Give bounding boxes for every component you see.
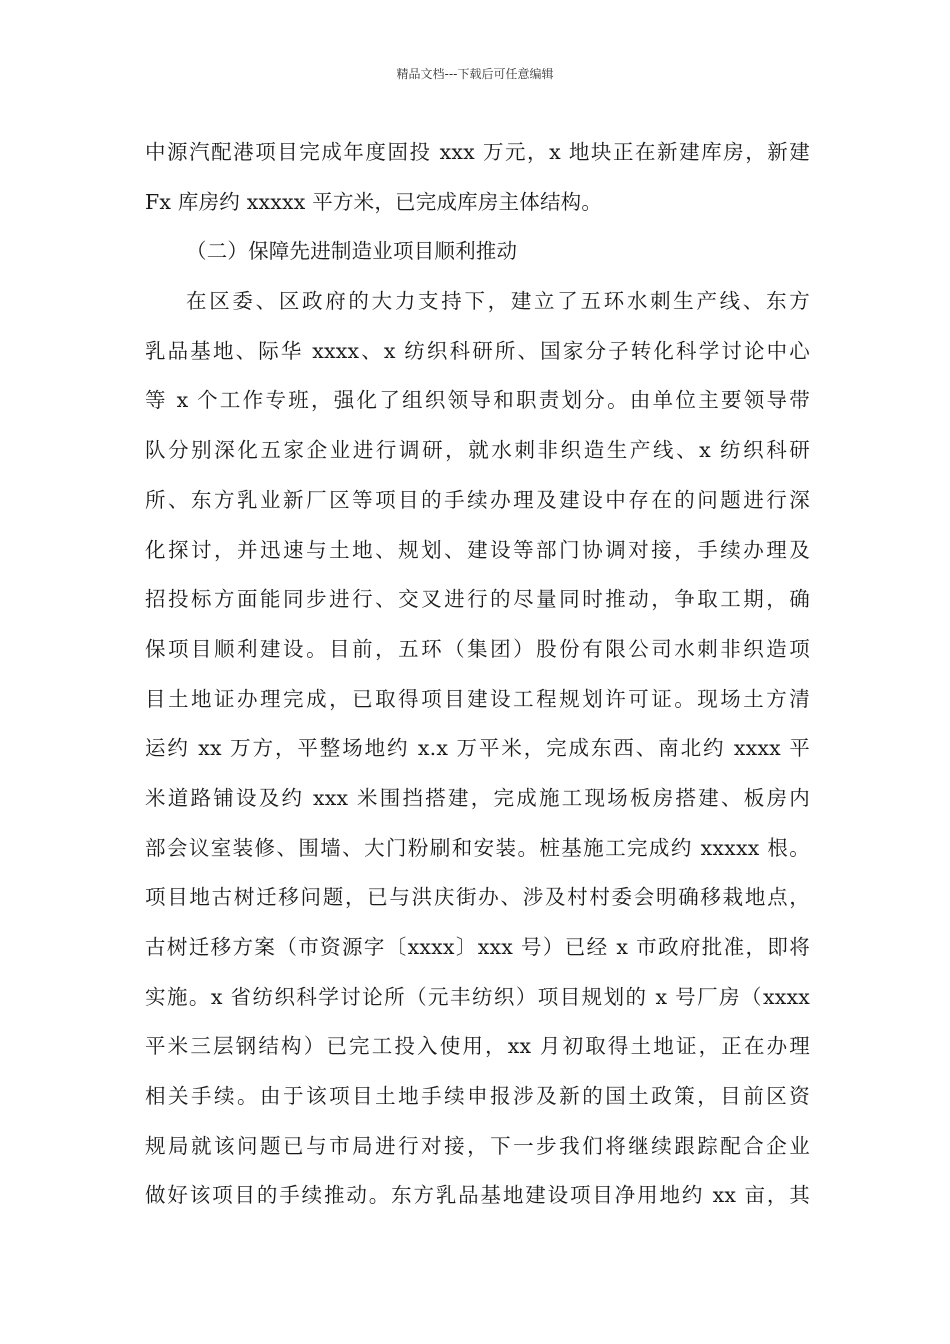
text-line: 乳品基地、际华 xxxx、x 纺织科研所、国家分子转化科学讨论中心 <box>145 338 810 363</box>
text-line: Fx 库房约 xxxxx 平方米，已完成库房主体结构。 <box>145 189 603 214</box>
text-line: 古树迁移方案（市资源字〔xxxx〕xxx 号）已经 x 市政府批准，即将 <box>145 935 810 959</box>
text-line: 中源汽配港项目完成年度固投 xxx 万元，x 地块正在新建库房，新建 <box>145 140 810 164</box>
text-line: 保项目顺利建设。目前，五环（集团）股份有限公司水刺非织造项 <box>145 636 810 661</box>
text-line: 队分别深化五家企业进行调研，就水刺非织造生产线、x 纺织科研 <box>145 438 810 463</box>
text-line: 平米三层钢结构）已完工投入使用，xx 月初取得土地证，正在办理 <box>145 1034 810 1059</box>
page-header: 精品文档---下载后可任意编辑 <box>396 67 554 81</box>
document-body <box>145 128 810 1221</box>
text-line: 目土地证办理完成，已取得项目建设工程规划许可证。现场土方清 <box>145 686 810 711</box>
text-line: 米道路铺设及约 xxx 米围挡搭建，完成施工现场板房搭建、板房内 <box>145 785 810 810</box>
section-heading: （二）保障先进制造业项目顺利推动 <box>186 239 518 264</box>
text-line: 部会议室装修、围墙、大门粉刷和安装。桩基施工完成约 xxxxx 根。 <box>145 835 810 860</box>
text-line: 项目地古树迁移问题，已与洪庆街办、涉及村村委会明确移栽地点， <box>145 885 810 910</box>
text-line: 招投标方面能同步进行、交叉进行的尽量同时推动，争取工期，确 <box>145 587 810 612</box>
text-line: 等 x 个工作专班，强化了组织领导和职责划分。由单位主要领导带 <box>145 388 810 413</box>
text-line: 在区委、区政府的大力支持下，建立了五环水刺生产线、东方 <box>186 289 810 314</box>
text-line: 运约 xx 万方，平整场地约 x.x 万平米，完成东西、南北约 xxxx 平 <box>145 736 810 761</box>
text-line: 规局就该问题已与市局进行对接，下一步我们将继续跟踪配合企业 <box>145 1133 810 1158</box>
text-line: 所、东方乳业新厂区等项目的手续办理及建设中存在的问题进行深 <box>145 487 810 512</box>
text-line: 化探讨，并迅速与土地、规划、建设等部门协调对接，手续办理及 <box>145 537 810 562</box>
text-line: 相关手续。由于该项目土地手续申报涉及新的国土政策，目前区资 <box>145 1084 810 1109</box>
text-line: 实施。x 省纺织科学讨论所（元丰纺织）项目规划的 x 号厂房（xxxx <box>145 984 810 1009</box>
text-line: 做好该项目的手续推动。东方乳品基地建设项目净用地约 xx 亩，其 <box>145 1183 810 1208</box>
